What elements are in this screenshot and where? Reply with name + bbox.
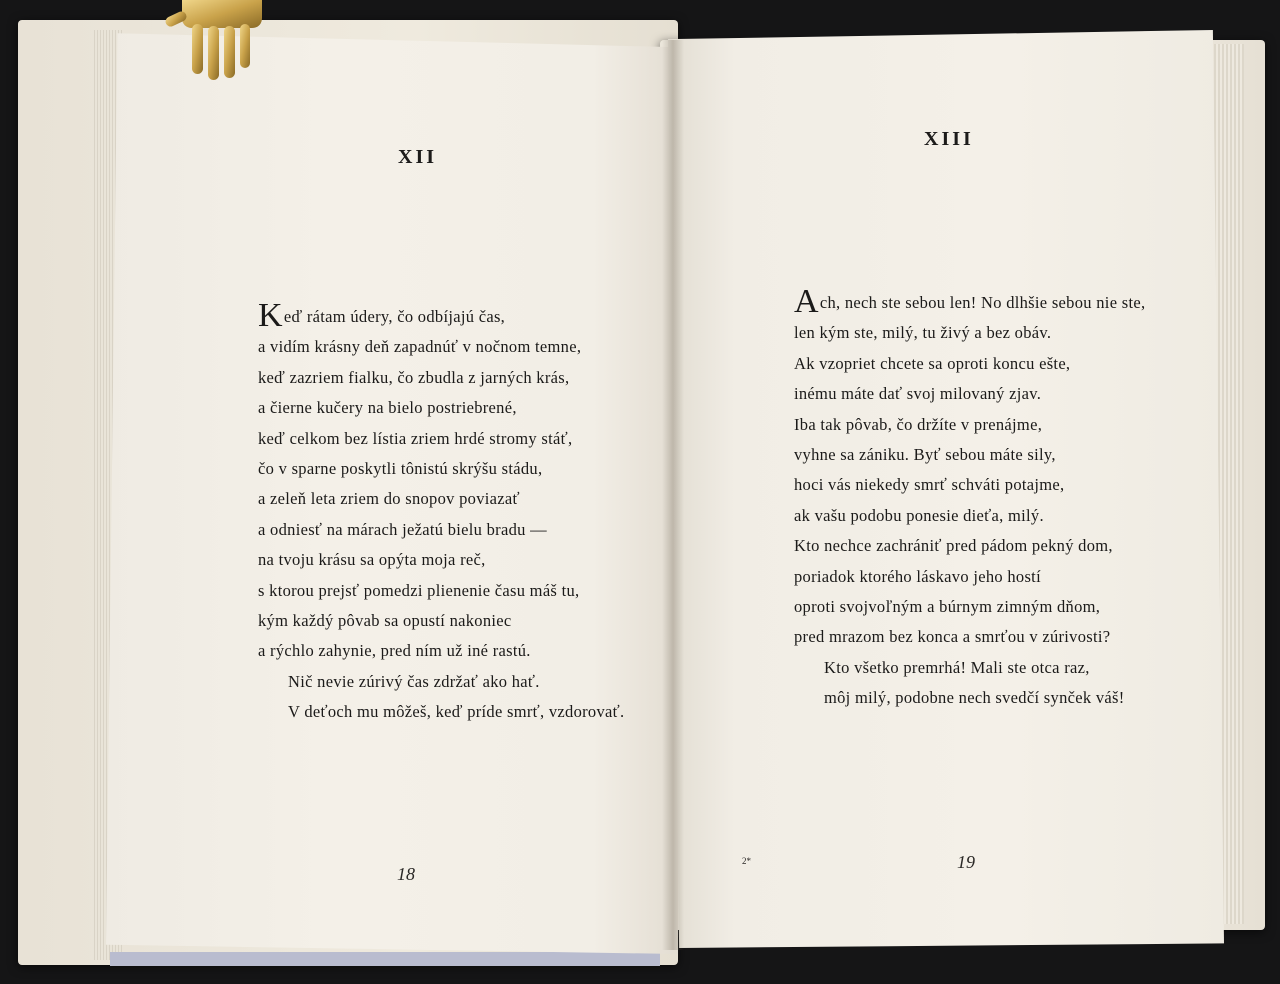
poem-left bbox=[258, 297, 625, 727]
poem-line: Kto nechce zachrániť pred pádom pekný dom, bbox=[794, 536, 1113, 556]
poem-line: Ach, nech ste sebou len! No dlhšie sebou nie ste, bbox=[794, 283, 1146, 320]
poem-line: poriadok ktorého láskavo jeho hostí bbox=[794, 566, 1041, 586]
page-number-right: 19 bbox=[957, 852, 975, 872]
poem-line: keď celkom bez lístia zriem hrdé stromy stáť, bbox=[258, 428, 573, 448]
poem-line: oproti svojvoľným a búrnym zimným dňom, bbox=[794, 596, 1101, 616]
poem-line: Ak vzopriet chcete sa oproti koncu ešte, bbox=[794, 353, 1071, 373]
poem-line: hoci vás niekedy smrť schváti potajme, bbox=[794, 475, 1065, 495]
poem-heading-right: XIII bbox=[924, 128, 974, 150]
poem-line: a odniesť na márach ježatú bielu bradu — bbox=[258, 519, 547, 539]
poem-line: a rýchlo zahynie, pred ním už iné rastú. bbox=[258, 641, 531, 661]
drop-cap: A bbox=[794, 283, 819, 320]
poem-line: ak vašu podobu ponesie dieťa, milý. bbox=[794, 505, 1044, 525]
brass-hand-bookmark-icon[interactable] bbox=[162, 0, 282, 82]
poem-line: vyhne sa zániku. Byť sebou máte sily, bbox=[794, 444, 1056, 464]
poem-line: Iba tak pôvab, čo držíte v prenájme, bbox=[794, 414, 1043, 434]
signature-mark: 2* bbox=[742, 856, 751, 866]
poem-heading-left: XII bbox=[398, 146, 438, 168]
poem-right bbox=[794, 283, 1146, 713]
poem-line: Keď rátam údery, čo odbíjajú čas, bbox=[258, 297, 506, 334]
poem-line: kým každý pôvab sa opustí nakoniec bbox=[258, 610, 512, 630]
poem-line: čo v sparne poskytli tônistú skrýšu stádu, bbox=[258, 458, 543, 478]
poem-line: s ktorou prejsť pomedzi plienenie času máš tu, bbox=[258, 580, 580, 600]
poem-line: na tvoju krásu sa opýta moja reč, bbox=[258, 550, 486, 570]
poem-line: pred mrazom bez konca a smrťou v zúrivosti? bbox=[794, 627, 1111, 647]
poem-line: a zeleň leta zriem do snopov poviazať bbox=[258, 489, 520, 509]
drop-cap: K bbox=[258, 297, 283, 334]
ribbon-edge bbox=[110, 952, 660, 966]
page-number-left: 18 bbox=[397, 864, 415, 884]
book-gutter bbox=[662, 40, 684, 950]
poem-line: Nič nevie zúrivý čas zdržať ako hať. bbox=[288, 671, 540, 691]
poem-line: Kto všetko premrhá! Mali ste otca raz, bbox=[824, 657, 1090, 677]
poem-line: inému máte dať svoj milovaný zjav. bbox=[794, 384, 1042, 404]
poem-line: a čierne kučery na bielo postriebrené, bbox=[258, 398, 517, 418]
poem-line: keď zazriem fialku, čo zbudla z jarných krás, bbox=[258, 367, 570, 387]
poem-line: a vidím krásny deň zapadnúť v nočnom temne, bbox=[258, 337, 582, 357]
poem-line: len kým ste, milý, tu živý a bez obáv. bbox=[794, 323, 1052, 343]
poem-line: môj milý, podobne nech svedčí synček váš! bbox=[824, 688, 1125, 708]
poem-line: V deťoch mu môžeš, keď príde smrť, vzdorovať. bbox=[288, 702, 625, 722]
